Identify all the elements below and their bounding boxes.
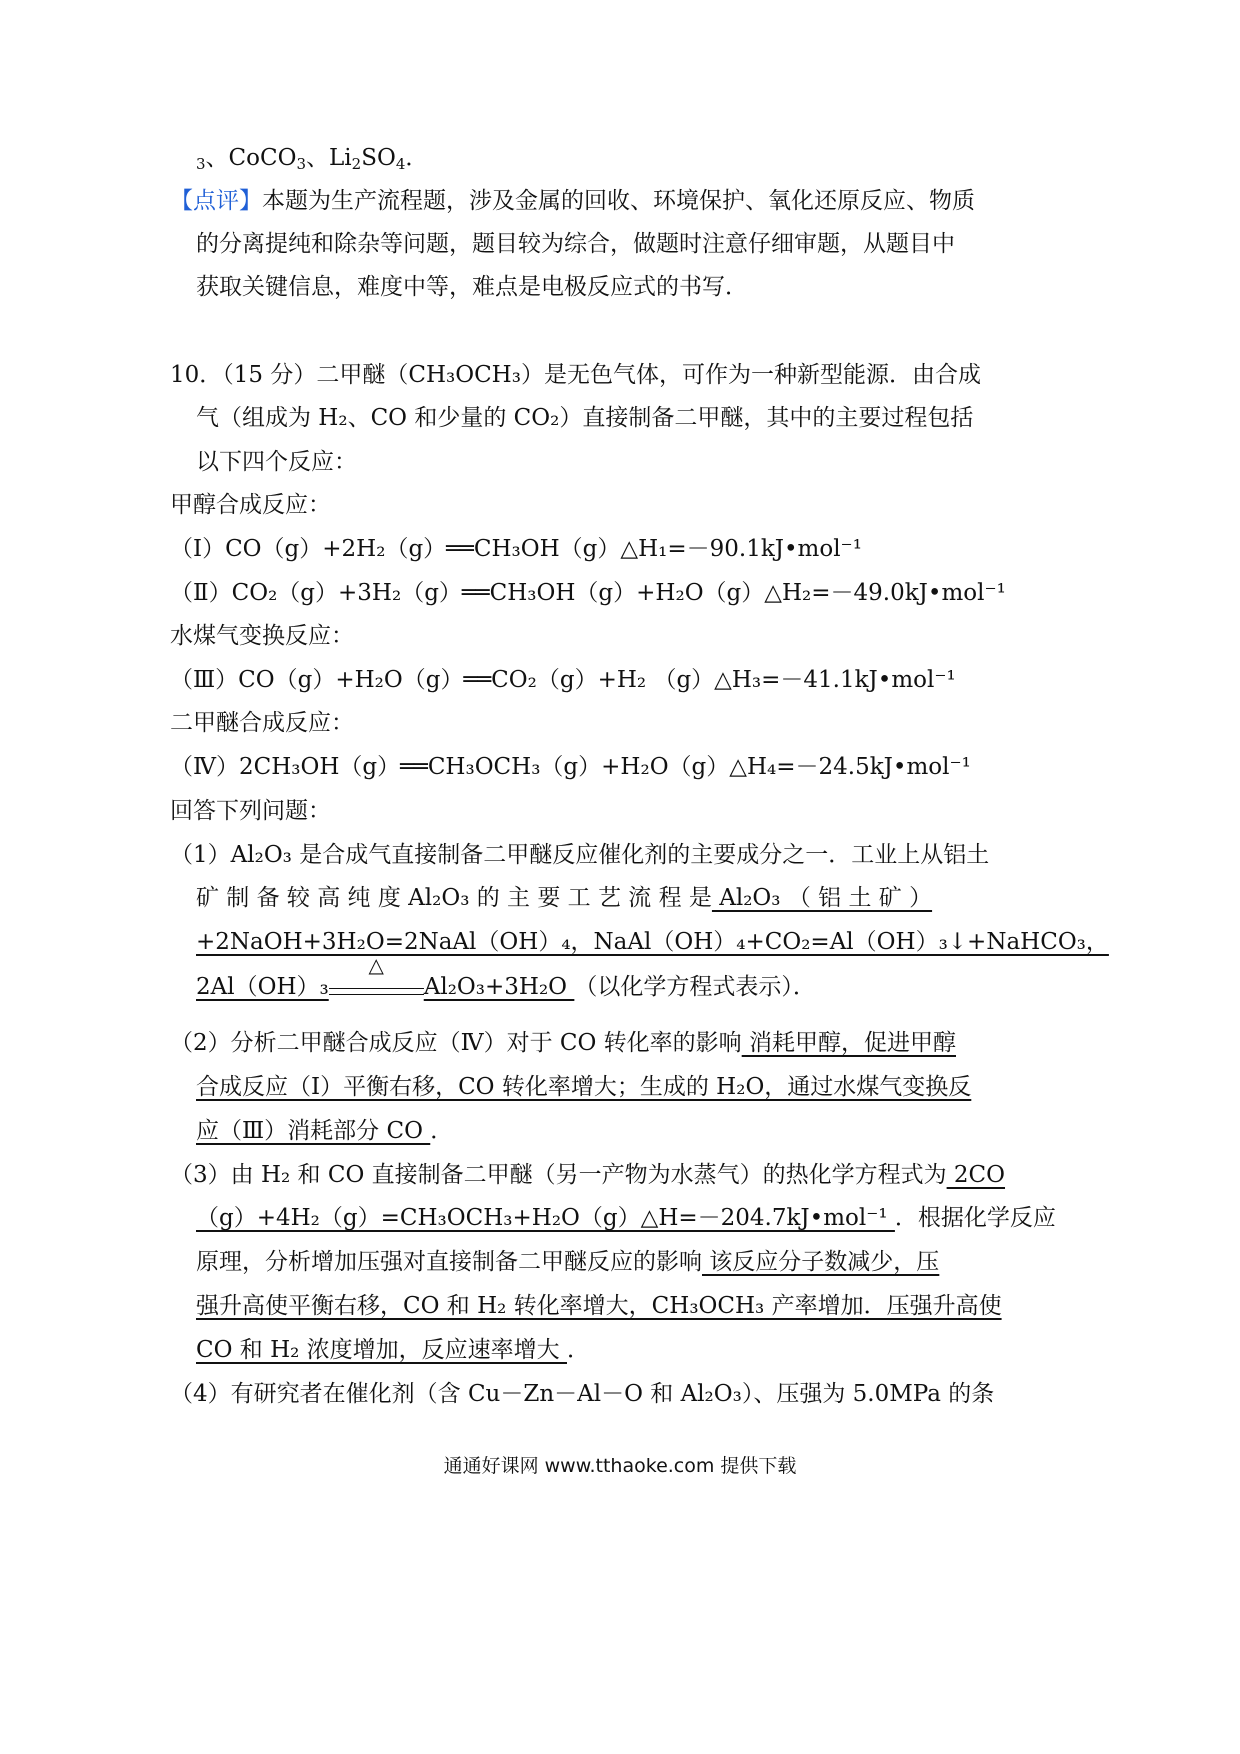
- part-3-question-text: ．根据化学反应: [894, 1205, 1056, 1231]
- part-1-answer: Al₂O₃ （ 铝 土 矿 ）: [711, 885, 933, 911]
- part-1-answer: Al₂O₃+3H₂O: [423, 974, 575, 1000]
- part-2-answer: 消耗甲醇，促进甲醇: [741, 1030, 956, 1056]
- part-3-question-text: 原理，分析增加压强对直接制备二甲醚反应的影响: [196, 1249, 702, 1275]
- review-tag: 【点评】: [170, 188, 262, 214]
- part-1-line-1: （1）Al₂O₃ 是合成气直接制备二甲醚反应催化剂的主要成分之一．工业上从铝土: [170, 842, 990, 868]
- part-2-line-1: [170, 1028, 956, 1058]
- part-3-answer: （g）+4H₂（g）=CH₃OCH₃+H₂O（g）△H=－204.7kJ•mol⁻¹: [196, 1205, 895, 1231]
- text-segment: ．: [405, 145, 429, 171]
- answer-prompt: 回答下列问题：: [170, 798, 331, 824]
- part-3-answer: 该反应分子数减少，压: [702, 1249, 940, 1275]
- text-segment: ．: [566, 1337, 590, 1363]
- part-2-question-text: （2）分析二甲醚合成反应（Ⅳ）对于 CO 转化率的影响: [170, 1030, 742, 1056]
- question-10-line-3: 以下四个反应：: [196, 449, 357, 475]
- part-2-line-3: [196, 1116, 453, 1146]
- part-2-answer: 应（Ⅲ）消耗部分 CO: [196, 1118, 431, 1144]
- part-3-line-2: [196, 1203, 1056, 1233]
- part-2-answer-line-2: 合成反应（Ⅰ）平衡右移，CO 转化率增大；生成的 H₂O，通过水煤气变换反: [196, 1074, 972, 1100]
- part-1-question-text: 矿 制 备 较 高 纯 度 Al₂O₃ 的 主 要 工 艺 流 程 是: [196, 885, 712, 911]
- part-3-line-5: [196, 1335, 590, 1365]
- review-line-3: 获取关键信息，难度中等，难点是电极反应式的书写．: [196, 274, 748, 300]
- part-3-question-text: （3）由 H₂ 和 CO 直接制备二甲醚（另一产物为水蒸气）的热化学方程式为: [170, 1162, 947, 1188]
- heading-water-gas-shift: 水煤气变换反应：: [170, 623, 354, 649]
- reaction-1: （Ⅰ）CO（g）+2H₂（g）══CH₃OH（g）△H₁=－90.1kJ•mol⁻¹: [170, 536, 862, 562]
- part-3-answer-line-4: 强升高使平衡右移，CO 和 H₂ 转化率增大，CH₃OCH₃ 产率增加．压强升高使: [196, 1293, 1002, 1319]
- subscript: 3: [296, 155, 306, 173]
- text-segment: ．: [430, 1118, 454, 1144]
- review-text: 本题为生产流程题，涉及金属的回收、环境保护、氧化还原反应、物质: [262, 188, 975, 214]
- reaction-2: （Ⅱ）CO₂（g）+3H₂（g）══CH₃OH（g）+H₂O（g）△H₂=－49.0kJ•mol⁻¹: [170, 580, 1006, 606]
- review-line-2: 的分离提纯和除杂等问题，题目较为综合，做题时注意仔细审题，从题目中: [196, 231, 955, 257]
- delta-symbol: △: [368, 953, 384, 977]
- part-1-line-2: [196, 883, 932, 913]
- text-segment: 、CoCO: [205, 145, 297, 171]
- equals-bar: [329, 994, 424, 995]
- part-1-answer-line-3: +2NaOH+3H₂O=2NaAl（OH）₄，NaAl（OH）₄+CO₂=Al（OH）₃↓+NaHCO₃，: [196, 929, 1109, 955]
- heading-dme-synthesis: 二甲醚合成反应：: [170, 710, 354, 736]
- part-3-answer: CO 和 H₂ 浓度增加，反应速率增大: [196, 1337, 567, 1363]
- question-10-line-1: 10．（15 分）二甲醚（CH₃OCH₃）是无色气体，可作为一种新型能源．由合成: [170, 362, 981, 388]
- part-1-answer: 2Al（OH）₃: [196, 974, 329, 1000]
- part-3-line-3: [196, 1247, 939, 1277]
- page-footer: 通通好课网 www.tthaoke.com 提供下载: [443, 1455, 797, 1477]
- reaction-4: （Ⅳ）2CH₃OH（g）══CH₃OCH₃（g）+H₂O（g）△H₄=－24.5kJ•mol⁻¹: [170, 754, 971, 780]
- previous-answer-tail: [196, 143, 428, 173]
- reaction-3: （Ⅲ）CO（g）+H₂O（g）══CO₂（g）+H₂ （g）△H₃=－41.1kJ•mol⁻¹: [170, 667, 956, 693]
- equals-bar: [329, 988, 424, 989]
- text-segment: SO: [361, 145, 396, 171]
- subscript: 3: [196, 155, 206, 173]
- part-1-line-4: [196, 953, 816, 1002]
- part-3-answer: 2CO: [946, 1162, 1006, 1188]
- part-1-hint: （以化学方程式表示）．: [574, 974, 816, 1000]
- subscript: 2: [351, 155, 362, 173]
- text-segment: 、Li: [306, 145, 352, 171]
- part-3-line-1: [170, 1160, 1005, 1190]
- subscript: 4: [395, 155, 406, 173]
- review-line-1: [170, 186, 975, 216]
- heating-condition-arrow: [329, 953, 424, 1002]
- part-4-line-1: （4）有研究者在催化剂（含 Cu－Zn－Al－O 和 Al₂O₃）、压强为 5.0MPa 的条: [170, 1381, 995, 1407]
- question-10-line-2: 气（组成为 H₂、CO 和少量的 CO₂）直接制备二甲醚，其中的主要过程包括: [196, 405, 974, 431]
- heading-methanol-synthesis: 甲醇合成反应：: [170, 492, 331, 518]
